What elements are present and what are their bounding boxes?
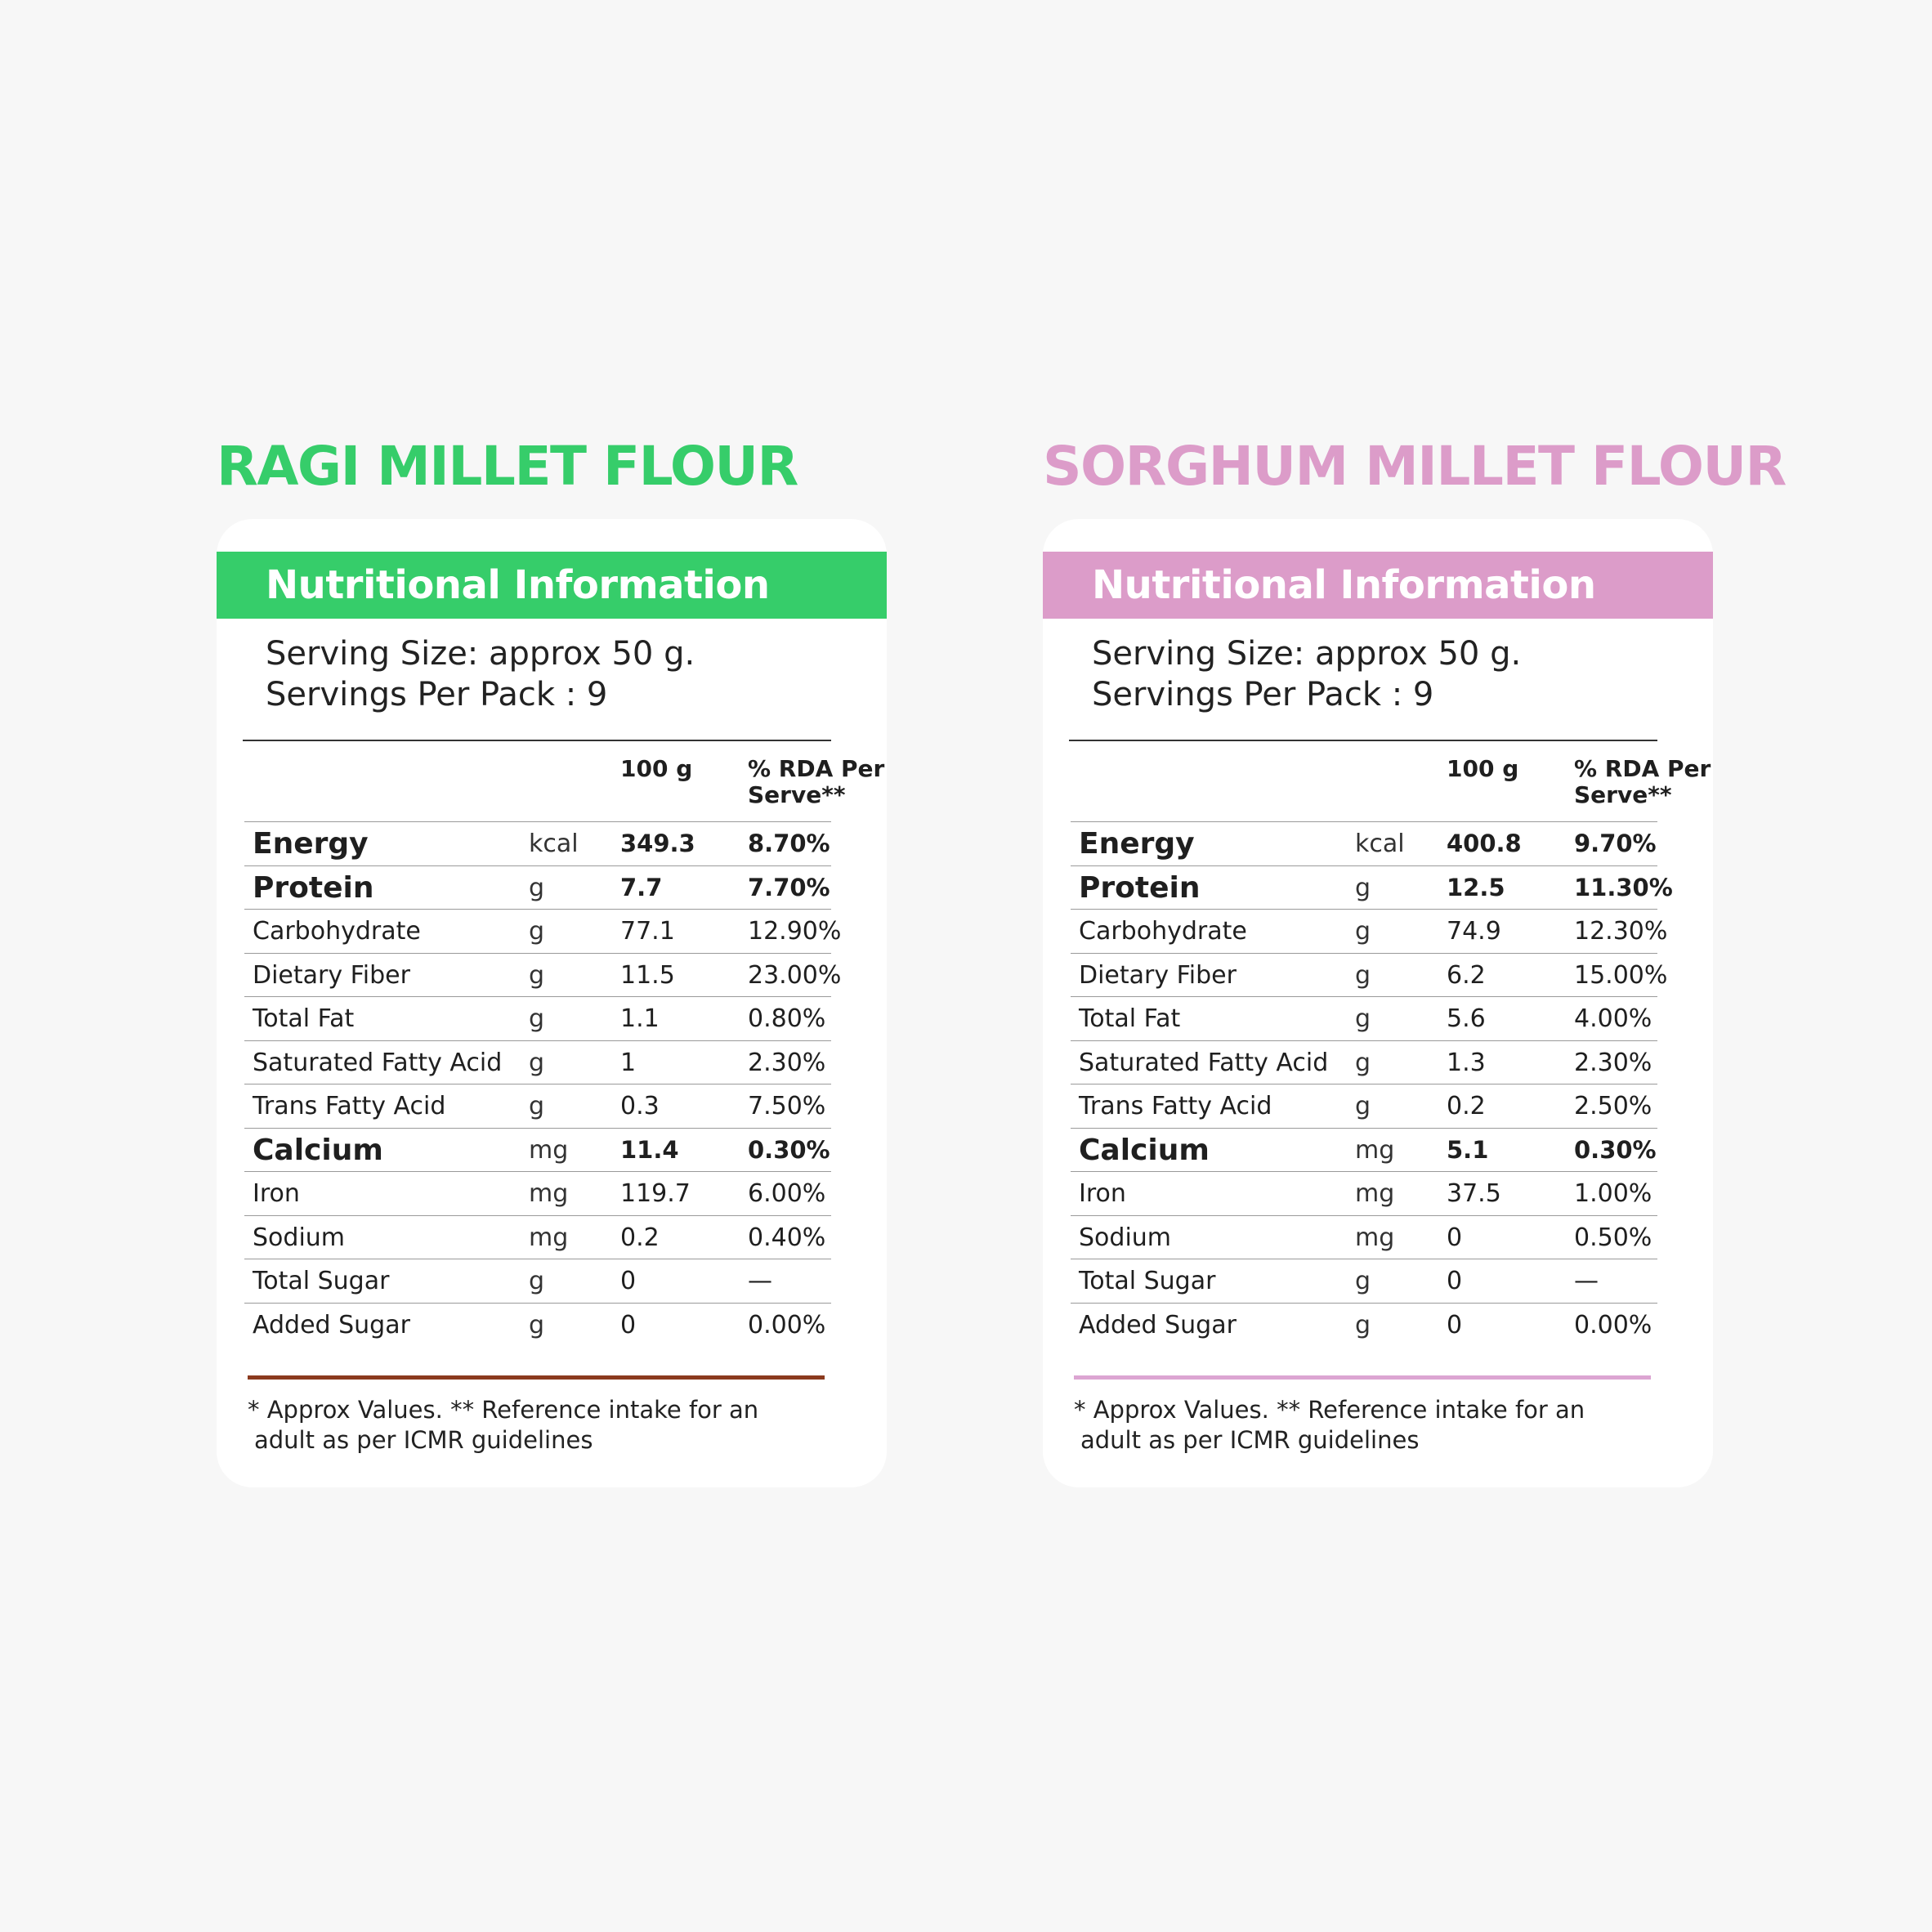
nutrient-value: 0 [1447, 1223, 1463, 1252]
sorghum-col-rda [1574, 756, 1711, 808]
sorghum-footnote-line1: * Approx Values. ** Reference intake for an [1074, 1396, 1585, 1424]
ragi-serving-info [266, 633, 695, 715]
nutrient-rda: 2.50% [1574, 1092, 1652, 1120]
nutrient-name: Sodium [253, 1223, 346, 1252]
ragi-servings-per-pack: Servings Per Pack : 9 [266, 676, 608, 713]
nutrient-value: 6.2 [1447, 960, 1486, 990]
nutrient-unit: mg [529, 1179, 569, 1208]
sorghum-servings-per-pack: Servings Per Pack : 9 [1092, 676, 1434, 713]
ragi-band-label: Nutritional Information [266, 562, 770, 608]
table-row [1071, 1128, 1657, 1172]
nutrient-rda: 0.30% [1574, 1135, 1657, 1164]
nutrient-name: Sodium [1079, 1223, 1172, 1252]
ragi-bottom-divider [248, 1375, 825, 1380]
table-row [244, 1171, 831, 1215]
nutrient-value: 5.6 [1447, 1004, 1486, 1033]
nutrient-value: 119.7 [620, 1179, 691, 1208]
nutrient-value: 11.4 [620, 1135, 679, 1164]
nutrient-rda: 7.70% [748, 873, 830, 901]
nutrient-rda: 1.00% [1574, 1179, 1652, 1208]
nutrient-rda: 0.40% [748, 1223, 826, 1252]
table-row [1071, 1084, 1657, 1128]
nutrient-unit: mg [529, 1223, 569, 1252]
nutrient-name: Protein [253, 870, 374, 905]
nutrient-name: Added Sugar [253, 1310, 410, 1339]
nutrient-name: Added Sugar [1079, 1310, 1237, 1339]
table-row [1071, 1171, 1657, 1215]
nutrient-unit: g [1355, 960, 1371, 990]
sorghum-footnote [1074, 1395, 1679, 1456]
nutrient-name: Trans Fatty Acid [253, 1092, 446, 1120]
table-row [1071, 1303, 1657, 1347]
table-row [1071, 865, 1673, 910]
nutrient-unit: mg [1355, 1223, 1395, 1252]
nutrient-rda: 12.90% [748, 917, 842, 946]
table-row [1071, 953, 1668, 997]
nutrient-value: 400.8 [1447, 830, 1522, 857]
nutrient-rda: 7.50% [748, 1092, 826, 1120]
nutrient-unit: mg [529, 1135, 569, 1165]
nutrient-name: Iron [253, 1179, 300, 1208]
nutrient-unit: g [1355, 1092, 1371, 1120]
nutrient-unit: g [1355, 1048, 1371, 1077]
nutrient-name: Dietary Fiber [253, 960, 410, 990]
nutrient-unit: kcal [1355, 830, 1405, 858]
nutrient-name: Energy [253, 827, 369, 861]
nutrient-unit: g [529, 1004, 545, 1033]
ragi-title: RAGI MILLET FLOUR [217, 435, 798, 498]
nutrient-unit: g [529, 873, 545, 902]
sorghum-band-label: Nutritional Information [1092, 562, 1596, 608]
nutrient-value: 5.1 [1447, 1135, 1489, 1164]
nutrient-unit: mg [1355, 1179, 1395, 1208]
nutrient-value: 12.5 [1447, 873, 1505, 901]
nutrient-rda: 2.30% [748, 1048, 826, 1077]
nutrient-unit: g [1355, 917, 1371, 946]
nutrient-rda: 23.00% [748, 960, 842, 990]
table-row [244, 1040, 831, 1085]
ragi-nutrient-table [244, 821, 842, 1346]
nutrient-value: 11.5 [620, 960, 675, 990]
nutrient-rda: 4.00% [1574, 1004, 1652, 1033]
sorghum-footnote-line2: adult as per ICMR guidelines [1080, 1426, 1420, 1454]
ragi-col-rda-line2: Serve** [748, 781, 846, 808]
nutrient-unit: mg [1355, 1135, 1395, 1165]
nutrient-name: Calcium [253, 1133, 383, 1167]
nutrient-rda: 6.00% [748, 1179, 826, 1208]
nutrient-value: 0 [1447, 1267, 1463, 1295]
nutrient-rda: — [748, 1267, 772, 1295]
sorghum-col-rda-line2: Serve** [1574, 781, 1672, 808]
table-row [244, 1303, 831, 1347]
nutrient-rda: 11.30% [1574, 873, 1673, 901]
nutrient-rda: 0.00% [1574, 1310, 1652, 1339]
nutrient-value: 0.2 [620, 1223, 660, 1252]
sorghum-title: SORGHUM MILLET FLOUR [1043, 435, 1786, 498]
ragi-col-rda [748, 756, 884, 808]
table-row [244, 1084, 831, 1128]
sorghum-nutrient-table [1071, 821, 1673, 1346]
nutrient-unit: g [1355, 1310, 1371, 1339]
ragi-header-band [217, 552, 887, 619]
nutrient-name: Saturated Fatty Acid [1079, 1048, 1329, 1077]
table-row [1071, 1215, 1657, 1259]
ragi-top-divider [243, 740, 831, 741]
nutrient-unit: g [1355, 873, 1371, 902]
nutrient-name: Total Fat [253, 1004, 355, 1033]
sorghum-col-100g: 100 g [1447, 755, 1519, 782]
nutrient-rda: 0.50% [1574, 1223, 1652, 1252]
nutrient-rda: 9.70% [1574, 830, 1657, 857]
table-row [244, 821, 831, 865]
sorghum-nutrition-card [1043, 519, 1713, 1487]
nutrient-name: Total Fat [1079, 1004, 1181, 1033]
nutrient-unit: g [529, 1310, 545, 1339]
nutrient-unit: g [529, 960, 545, 990]
table-row [244, 996, 831, 1040]
ragi-footnote-line1: * Approx Values. ** Reference intake for an [248, 1396, 759, 1424]
table-row [244, 1215, 831, 1259]
table-row [244, 1128, 831, 1172]
nutrient-value: 0 [620, 1267, 637, 1295]
nutrient-rda: 15.00% [1574, 960, 1668, 990]
sorghum-col-rda-line1: % RDA Per [1574, 755, 1711, 782]
nutrient-unit: g [529, 917, 545, 946]
nutrient-name: Energy [1079, 827, 1195, 861]
table-row [244, 1259, 831, 1303]
nutrient-value: 0 [1447, 1310, 1463, 1339]
nutrient-unit: g [529, 1092, 545, 1120]
table-row [1071, 821, 1657, 865]
table-row [1071, 909, 1668, 953]
nutrient-rda: — [1574, 1267, 1599, 1295]
nutrient-unit: g [1355, 1004, 1371, 1033]
nutrient-name: Saturated Fatty Acid [253, 1048, 503, 1077]
nutrient-rda: 0.80% [748, 1004, 826, 1033]
nutrient-value: 1.3 [1447, 1048, 1486, 1077]
nutrient-name: Carbohydrate [253, 917, 421, 946]
nutrient-rda: 0.00% [748, 1310, 826, 1339]
nutrient-value: 74.9 [1447, 917, 1501, 946]
nutrient-value: 0 [620, 1310, 637, 1339]
nutrient-value: 1.1 [620, 1004, 660, 1033]
ragi-col-rda-line1: % RDA Per [748, 755, 885, 782]
nutrient-rda: 8.70% [748, 830, 830, 857]
nutrient-value: 0.2 [1447, 1092, 1486, 1120]
nutrient-unit: g [529, 1048, 545, 1077]
nutrient-unit: g [529, 1267, 545, 1295]
nutrient-name: Iron [1079, 1179, 1126, 1208]
table-row [1071, 996, 1657, 1040]
ragi-footnote-line2: adult as per ICMR guidelines [254, 1426, 593, 1454]
sorghum-serving-size: Serving Size: approx 50 g. [1092, 635, 1522, 673]
nutrient-rda: 0.30% [748, 1135, 830, 1164]
sorghum-top-divider [1069, 740, 1657, 741]
nutrient-value: 349.3 [620, 830, 695, 857]
sorghum-header-band [1043, 552, 1713, 619]
table-row [1071, 1259, 1657, 1303]
table-row [244, 865, 831, 910]
nutrient-value: 0.3 [620, 1092, 660, 1120]
sorghum-bottom-divider [1074, 1375, 1651, 1380]
nutrient-name: Dietary Fiber [1079, 960, 1237, 990]
nutrient-value: 37.5 [1447, 1179, 1501, 1208]
nutrient-name: Total Sugar [253, 1267, 390, 1295]
nutrient-unit: g [1355, 1267, 1371, 1295]
nutrient-unit: kcal [529, 830, 579, 858]
ragi-col-100g: 100 g [620, 755, 693, 782]
ragi-footnote [248, 1395, 852, 1456]
sorghum-serving-info [1092, 633, 1521, 715]
nutrient-rda: 12.30% [1574, 917, 1668, 946]
nutrient-name: Protein [1079, 870, 1201, 905]
nutrient-value: 7.7 [620, 873, 663, 901]
nutrient-name: Total Sugar [1079, 1267, 1216, 1295]
table-row [244, 953, 842, 997]
ragi-nutrition-card [217, 519, 887, 1487]
nutrient-value: 77.1 [620, 917, 675, 946]
nutrient-value: 1 [620, 1048, 637, 1077]
nutrient-name: Calcium [1079, 1133, 1210, 1167]
ragi-serving-size: Serving Size: approx 50 g. [266, 635, 695, 673]
nutrient-name: Carbohydrate [1079, 917, 1247, 946]
nutrient-name: Trans Fatty Acid [1079, 1092, 1272, 1120]
table-row [244, 909, 842, 953]
nutrient-rda: 2.30% [1574, 1048, 1652, 1077]
table-row [1071, 1040, 1657, 1085]
